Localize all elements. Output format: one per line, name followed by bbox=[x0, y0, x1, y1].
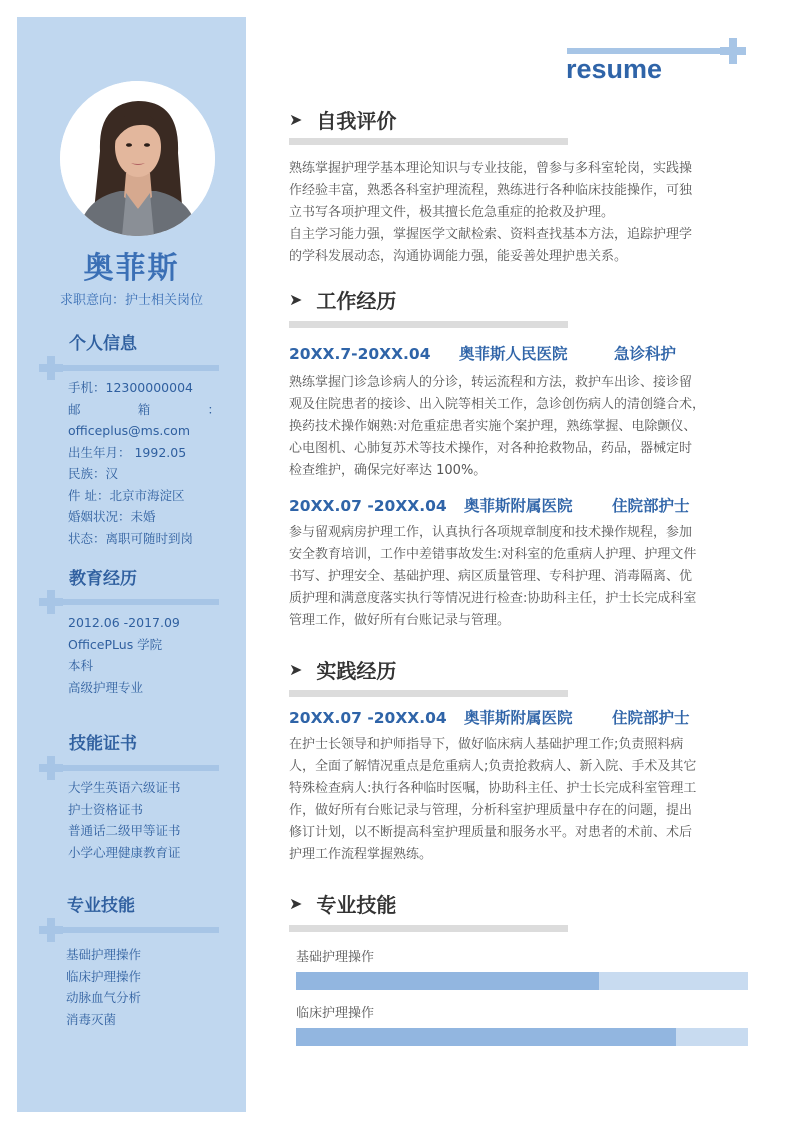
section-divider bbox=[289, 925, 568, 932]
plus-decoration-icon bbox=[39, 356, 63, 380]
list-item: 动脉血气分析 bbox=[66, 990, 142, 1005]
chevron-right-icon: ➤ bbox=[289, 290, 303, 309]
personal-info-list bbox=[68, 377, 228, 549]
email-label-char: 箱 bbox=[137, 401, 151, 417]
practice-description bbox=[289, 734, 751, 866]
list-item: 临床护理操作 bbox=[66, 968, 142, 984]
paragraph-line: 管理工作，做好所有台账记录与管理。 bbox=[289, 613, 511, 628]
paragraph-line: 书写、护理安全、基础护理、病区质量管理、专科护理、消毒隔离、优 bbox=[289, 569, 693, 584]
candidate-name: 奥菲斯 bbox=[83, 251, 180, 286]
plus-decoration-icon bbox=[39, 590, 63, 614]
education-school: OfficePLus 学院 bbox=[68, 636, 163, 652]
professional-skills-title bbox=[289, 889, 396, 918]
profile-photo bbox=[60, 81, 215, 236]
list-item: 基础护理操作 bbox=[66, 947, 142, 962]
paragraph-line: 护理工作流程掌握熟练。 bbox=[289, 847, 433, 862]
job-period: 20XX.7-20XX.04 bbox=[289, 345, 431, 363]
paragraph-line: 人，全面了解情况重点是危重病人;负责抢救病人、新入院、手术及其它 bbox=[289, 759, 697, 774]
section-title-text: 工作经历 bbox=[316, 289, 397, 313]
skill-bar-fill bbox=[296, 1028, 676, 1046]
skill-label: 临床护理操作 bbox=[296, 1006, 375, 1021]
paragraph-line: 特殊检查病人:执行各种临时医嘱，协助科主任、护士长完成科室管理工 bbox=[289, 781, 697, 796]
personal-info-divider bbox=[51, 365, 219, 371]
skill-bar-track bbox=[296, 972, 748, 990]
list-item: 护士资格证书 bbox=[68, 801, 144, 817]
list-item: 普通话二级甲等证书 bbox=[68, 823, 181, 838]
job-description bbox=[289, 522, 751, 632]
job-role: 住院部护士 bbox=[612, 497, 690, 515]
resume-heading: resume bbox=[566, 54, 663, 84]
chevron-right-icon: ➤ bbox=[289, 660, 303, 679]
paragraph-line: 立书写各项护理文件，极其擅长危急重症的抢救及护理。 bbox=[289, 205, 615, 220]
paragraph-line: 熟练掌握护理学基本理论知识与专业技能，曾参与多科室轮岗，实践操 bbox=[289, 161, 693, 176]
sidebar bbox=[17, 17, 246, 1112]
address-text: 件 址：北京市海淀区 bbox=[68, 487, 185, 503]
paragraph-line: 参与留观病房护理工作，认真执行各项规章制度和技术操作规程，参加 bbox=[289, 525, 693, 540]
status-text: 状态：离职可随时到岗 bbox=[68, 530, 194, 546]
education-degree: 本科 bbox=[68, 658, 94, 673]
skill-label: 基础护理操作 bbox=[296, 950, 375, 965]
email-label-char: ： bbox=[207, 401, 220, 417]
personal-info-title: 个人信息 bbox=[69, 334, 137, 354]
job-organization: 奥菲斯人民医院 bbox=[459, 345, 568, 363]
paragraph-line: 自主学习能力强，掌握医学文献检索、资料查找基本方法，追踪护理学 bbox=[289, 227, 693, 242]
paragraph-line: 修订计划，以不断提高科室护理质量和服务水平。对患者的术前、术后 bbox=[289, 825, 693, 840]
birth-text: 出生年月： 1992.05 bbox=[68, 444, 187, 460]
section-divider bbox=[289, 138, 568, 145]
plus-decoration-icon bbox=[720, 38, 746, 64]
job-organization: 奥菲斯附属医院 bbox=[464, 497, 573, 515]
job-objective: 求职意向：护士相关岗位 bbox=[59, 293, 203, 308]
plus-decoration-icon bbox=[39, 756, 63, 780]
paragraph-line: 换药技术操作娴熟:对危重症患者实施个案护理，熟练掌握、电除颤仪、 bbox=[289, 419, 697, 434]
email-text: officeplus@ms.com bbox=[68, 423, 190, 438]
job-description bbox=[289, 372, 751, 482]
certificates-list bbox=[68, 777, 228, 863]
education-title: 教育经历 bbox=[69, 569, 137, 589]
certificates-title: 技能证书 bbox=[69, 734, 137, 754]
job-role: 急诊科护 bbox=[614, 345, 677, 363]
list-item: 消毒灭菌 bbox=[66, 1011, 117, 1027]
phone-text: 手机：12300000004 bbox=[68, 380, 193, 395]
section-title-text: 专业技能 bbox=[316, 893, 397, 917]
job-period: 20XX.07 -20XX.04 bbox=[289, 709, 447, 727]
job-header bbox=[289, 494, 690, 516]
skills-title: 专业技能 bbox=[67, 896, 135, 916]
job-header bbox=[289, 706, 690, 728]
practice-experience-title bbox=[289, 655, 396, 684]
paragraph-line: 质护理和满意度落实执行等情况进行检查:协助科主任，护士长完成科室 bbox=[289, 591, 697, 606]
job-organization: 奥菲斯附属医院 bbox=[464, 709, 573, 727]
paragraph-line: 的学科发展动态，沟通协调能力强，能妥善处理护患关系。 bbox=[289, 249, 628, 264]
paragraph-line: 心电图机、心肺复苏术等技术操作，对各种抢救物品，药品，器械定时 bbox=[289, 441, 693, 456]
education-major: 高级护理专业 bbox=[68, 679, 144, 695]
job-role: 住院部护士 bbox=[612, 709, 690, 727]
paragraph-line: 检查维护，确保完好率达 100%。 bbox=[289, 463, 487, 478]
chevron-right-icon: ➤ bbox=[289, 894, 303, 913]
paragraph-line: 安全教育培训，工作中差错事故发生:对科室的危重病人护理、护理文件 bbox=[289, 547, 697, 562]
marital-text: 婚姻状况：未婚 bbox=[68, 509, 156, 524]
skill-bar-fill bbox=[296, 972, 599, 990]
paragraph-line: 观及住院患者的接诊、出入院等相关工作，急诊创伤病人的清创缝合术， bbox=[289, 397, 706, 412]
skills-divider bbox=[51, 927, 219, 933]
list-item: 大学生英语六级证书 bbox=[68, 780, 181, 795]
skills-list bbox=[66, 944, 226, 1030]
ethnicity-text: 民族：汉 bbox=[68, 466, 119, 481]
section-divider bbox=[289, 690, 568, 697]
self-evaluation-title bbox=[289, 105, 396, 134]
section-title-text: 实践经历 bbox=[316, 659, 397, 683]
education-list bbox=[68, 612, 228, 698]
job-header bbox=[289, 342, 676, 364]
paragraph-line: 熟练掌握门诊急诊病人的分诊，转运流程和方法，救护车出诊、接诊留 bbox=[289, 375, 693, 390]
section-divider bbox=[289, 321, 568, 328]
certificates-divider bbox=[51, 765, 219, 771]
job-period: 20XX.07 -20XX.04 bbox=[289, 497, 447, 515]
work-experience-title bbox=[289, 285, 396, 314]
chevron-right-icon: ➤ bbox=[289, 110, 303, 129]
education-period: 2012.06 -2017.09 bbox=[68, 615, 180, 630]
skill-bar-track bbox=[296, 1028, 748, 1046]
list-item: 小学心理健康教育证 bbox=[68, 844, 181, 860]
education-divider bbox=[51, 599, 219, 605]
self-evaluation-text bbox=[289, 158, 751, 268]
email-label-char: 邮 bbox=[68, 401, 81, 417]
plus-decoration-icon bbox=[39, 918, 63, 942]
email-label-row bbox=[68, 399, 228, 421]
section-title-text: 自我评价 bbox=[316, 109, 397, 133]
paragraph-line: 作，做好所有台账记录与管理，分析科室护理质量中存在的问题，提出 bbox=[289, 803, 693, 818]
paragraph-line: 作经验丰富，熟悉各科室护理流程，熟练进行各种临床技能操作，可独 bbox=[289, 183, 693, 198]
paragraph-line: 在护士长领导和护师指导下，做好临床病人基础护理工作;负责照料病 bbox=[289, 737, 684, 752]
